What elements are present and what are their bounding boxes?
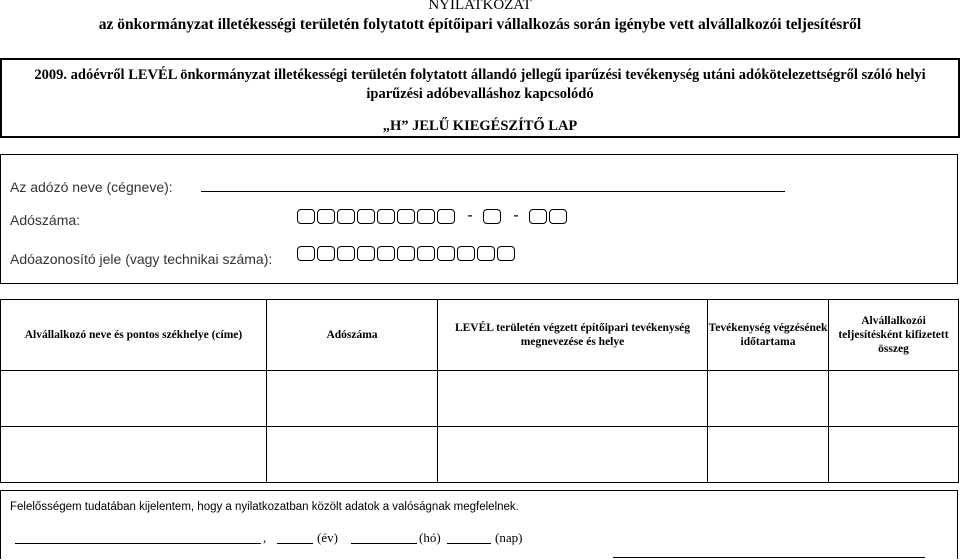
tax-number-digit-box[interactable] xyxy=(337,209,355,224)
header-line-2: iparűzési adóbevalláshoz kapcsolódó xyxy=(366,86,594,102)
year-field[interactable] xyxy=(277,543,313,544)
tax-number-digit-box[interactable] xyxy=(317,209,335,224)
tax-number-digit-box[interactable] xyxy=(483,209,501,224)
date-comma: , xyxy=(263,530,267,545)
tax-number-digit-box[interactable] xyxy=(297,209,315,224)
table-row xyxy=(1,371,959,427)
tax-id-digit-box[interactable] xyxy=(437,246,455,261)
tax-number-digit-box[interactable] xyxy=(357,209,375,224)
tax-id-digit-box[interactable] xyxy=(297,246,315,261)
tax-id-digit-box[interactable] xyxy=(497,246,515,261)
tax-id-digit-box[interactable] xyxy=(357,246,375,261)
tax-number-separator: - xyxy=(513,207,519,224)
tax-id-field[interactable] xyxy=(297,246,517,261)
taxpayer-box xyxy=(0,154,958,284)
tax-id-digit-box[interactable] xyxy=(457,246,475,261)
form-title: NYILATKOZAT xyxy=(428,0,532,13)
table-header-row xyxy=(1,300,959,371)
table-cell[interactable] xyxy=(1,427,267,483)
declaration-box xyxy=(0,490,958,559)
tax-number-digit-box[interactable] xyxy=(437,209,455,224)
subcontractor-table xyxy=(0,299,959,483)
table-cell[interactable] xyxy=(708,371,829,427)
supplement-sheet-title: „H” JELŰ KIEGÉSZÍTŐ LAP xyxy=(382,118,578,134)
table-cell[interactable] xyxy=(708,427,829,483)
declaration-text: Felelősségem tudatában kijelentem, hogy a nyilatkozatban közölt adatok a valóságnak megfelelnek. xyxy=(10,501,519,513)
table-cell[interactable] xyxy=(267,427,438,483)
column-header-activity: LEVÉL területén végzett építőipari tevékenység megnevezése és helye xyxy=(438,300,708,371)
year-label: (év) xyxy=(317,530,338,545)
table-cell[interactable] xyxy=(829,371,959,427)
tax-number-digit-box[interactable] xyxy=(417,209,435,224)
table-row xyxy=(1,427,959,483)
month-label: (hó) xyxy=(419,530,441,545)
tax-number-label: Adószáma: xyxy=(10,212,81,228)
tax-id-digit-box[interactable] xyxy=(317,246,335,261)
day-field[interactable] xyxy=(447,543,491,544)
table-cell[interactable] xyxy=(438,371,708,427)
column-header-tax-number: Adószáma xyxy=(267,300,438,371)
header-box xyxy=(0,58,960,138)
tax-id-label: Adóazonosító jele (vagy technikai száma): xyxy=(10,251,273,267)
column-header-duration: Tevékenység végzésének időtartama xyxy=(708,300,829,371)
table-cell[interactable] xyxy=(267,371,438,427)
table-cell[interactable] xyxy=(1,371,267,427)
tax-number-separator: - xyxy=(467,207,473,224)
tax-id-digit-box[interactable] xyxy=(377,246,395,261)
taxpayer-name-field[interactable] xyxy=(201,191,785,192)
tax-id-digit-box[interactable] xyxy=(417,246,435,261)
tax-number-digit-box[interactable] xyxy=(377,209,395,224)
header-line-1: 2009. adóévről LEVÉL önkormányzat illetékességi területén folytatott állandó jellegű iparűzési tevékenység utáni adókötelezettségről szóló helyi xyxy=(34,67,926,83)
tax-number-digit-box[interactable] xyxy=(549,209,567,224)
tax-number-digit-box[interactable] xyxy=(397,209,415,224)
tax-number-digit-box[interactable] xyxy=(529,209,547,224)
day-label: (nap) xyxy=(495,530,523,545)
table-cell[interactable] xyxy=(438,427,708,483)
tax-id-digit-box[interactable] xyxy=(337,246,355,261)
taxpayer-name-label: Az adózó neve (cégneve): xyxy=(10,179,173,195)
signature-field[interactable] xyxy=(613,557,925,558)
tax-id-digit-box[interactable] xyxy=(397,246,415,261)
table-cell[interactable] xyxy=(829,427,959,483)
month-field[interactable] xyxy=(351,543,417,544)
column-header-subcontractor-name: Alvállalkozó neve és pontos székhelye (címe) xyxy=(1,300,267,371)
place-field[interactable] xyxy=(15,543,261,544)
tax-id-digit-box[interactable] xyxy=(477,246,495,261)
form-subtitle: az önkormányzat illetékességi területén folytatott építőipari vállalkozás során igénybe vett alvállalkozói teljesítésről xyxy=(98,16,862,33)
column-header-amount: Alvállalkozói teljesítésként kifizetett összeg xyxy=(829,300,959,371)
tax-number-field[interactable] xyxy=(297,207,569,225)
